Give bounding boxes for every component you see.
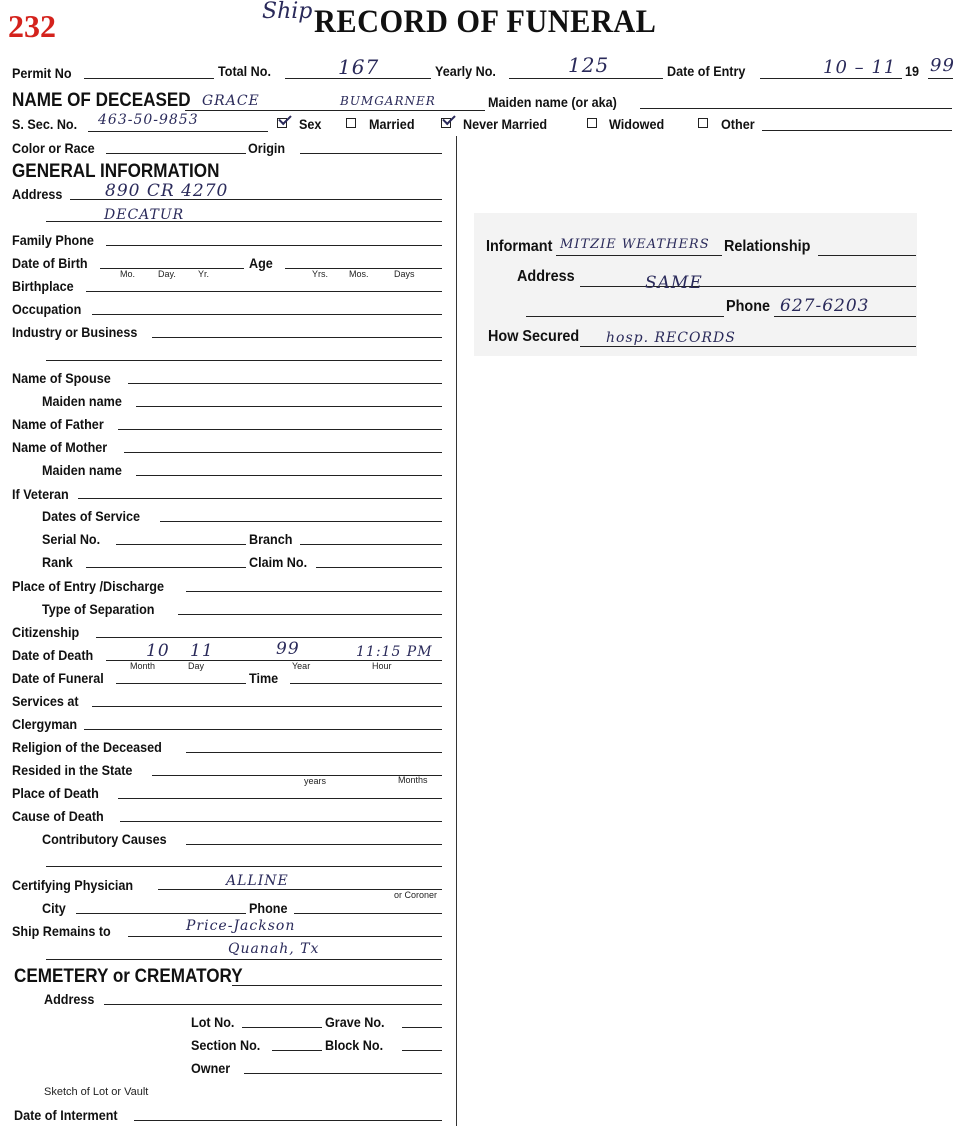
industry-line-2[interactable] xyxy=(46,360,442,361)
dob-sub-day: Day. xyxy=(158,269,176,279)
informant-phone-line[interactable] xyxy=(774,316,916,317)
cause-label: Cause of Death xyxy=(12,808,104,824)
entry-label: Date of Entry xyxy=(667,63,746,79)
origin-label: Origin xyxy=(248,140,286,156)
dob-label: Date of Birth xyxy=(12,255,88,271)
dod-year: 99 xyxy=(276,639,300,659)
spouse-maiden-label: Maiden name xyxy=(42,393,122,409)
family-phone-label: Family Phone xyxy=(12,232,94,248)
widowed-label: Widowed xyxy=(609,116,665,132)
resided-label: Resided in the State xyxy=(12,762,133,778)
religion-line[interactable] xyxy=(186,752,442,753)
deceased-last-name: BUMGARNER xyxy=(340,94,436,108)
contrib-label: Contributory Causes xyxy=(42,831,167,847)
deceased-name-line[interactable] xyxy=(185,110,485,111)
services-line[interactable] xyxy=(92,706,442,707)
spouse-line[interactable] xyxy=(128,383,442,384)
cemetery-heading: CEMETERY or CREMATORY xyxy=(14,966,243,987)
informant-phone-label: Phone xyxy=(726,298,771,315)
time-label: Time xyxy=(249,670,279,686)
veteran-line[interactable] xyxy=(78,498,442,499)
ship-remains-value-2: Quanah, Tx xyxy=(228,941,320,957)
dod-sub-year: Year xyxy=(292,661,311,671)
spouse-label: Name of Spouse xyxy=(12,370,111,386)
maiden-aka-line[interactable] xyxy=(640,108,952,109)
physician-label: Certifying Physician xyxy=(12,877,134,893)
deceased-first-name: GRACE xyxy=(202,93,260,109)
yearly-line[interactable] xyxy=(509,78,663,79)
entry-line[interactable] xyxy=(760,78,902,79)
widowed-checkbox[interactable] xyxy=(587,118,597,128)
sex-checkbox[interactable] xyxy=(277,118,287,128)
services-label: Services at xyxy=(12,693,79,709)
branch-label: Branch xyxy=(249,531,293,547)
interment-label: Date of Interment xyxy=(14,1107,118,1123)
rank-line[interactable] xyxy=(86,567,246,568)
birthplace-label: Birthplace xyxy=(12,278,74,294)
block-line[interactable] xyxy=(402,1050,442,1051)
separation-label: Type of Separation xyxy=(42,601,155,617)
informant-address-line-2[interactable] xyxy=(526,316,724,317)
informant-address-label: Address xyxy=(517,268,575,285)
permit-label: Permit No xyxy=(12,65,72,81)
general-info-heading: GENERAL INFORMATION xyxy=(12,161,220,182)
color-race-line[interactable] xyxy=(106,153,246,154)
veteran-label: If Veteran xyxy=(12,486,69,502)
city-line[interactable] xyxy=(76,913,246,914)
relationship-label: Relationship xyxy=(724,238,811,255)
yearly-value: 125 xyxy=(568,53,610,77)
informant-value: MITZIE WEATHERS xyxy=(560,237,710,252)
entry-year-line[interactable] xyxy=(928,78,953,79)
form-title: RECORD OF FUNERAL xyxy=(314,4,657,40)
ship-remains-value-1: Price-Jackson xyxy=(186,918,296,934)
informant-address-value: SAME xyxy=(645,273,703,293)
family-phone-line[interactable] xyxy=(106,245,442,246)
sketch-label: Sketch of Lot or Vault xyxy=(44,1086,149,1098)
yearly-label: Yearly No. xyxy=(435,63,496,79)
serial-label: Serial No. xyxy=(42,531,101,547)
informant-address-line[interactable] xyxy=(580,286,916,287)
resided-sub-years: years xyxy=(304,776,327,786)
mother-maiden-label: Maiden name xyxy=(42,462,122,478)
deceased-name-label: NAME OF DECEASED xyxy=(12,90,191,111)
dod-sub-month: Month xyxy=(130,661,156,671)
column-divider xyxy=(456,136,457,1126)
clergyman-label: Clergyman xyxy=(12,716,78,732)
contrib-line-2[interactable] xyxy=(46,866,442,867)
claim-line[interactable] xyxy=(316,567,442,568)
address-label: Address xyxy=(12,186,63,202)
age-sub-days: Days xyxy=(394,269,415,279)
cemetery-address-line[interactable] xyxy=(104,1004,442,1005)
cemetery-line[interactable] xyxy=(232,985,442,986)
ship-remains-label: Ship Remains to xyxy=(12,923,111,939)
interment-line[interactable] xyxy=(134,1120,442,1121)
lot-label: Lot No. xyxy=(191,1014,235,1030)
never-married-checkbox[interactable] xyxy=(441,118,451,128)
mother-line[interactable] xyxy=(124,452,442,453)
father-line[interactable] xyxy=(118,429,442,430)
physician-value: ALLINE xyxy=(226,873,289,889)
other-checkbox[interactable] xyxy=(698,118,708,128)
lot-line[interactable] xyxy=(242,1027,322,1028)
other-label: Other xyxy=(721,116,755,132)
ship-remains-line[interactable] xyxy=(128,936,442,937)
age-sub-yrs: Yrs. xyxy=(312,269,329,279)
maiden-aka-label: Maiden name (or aka) xyxy=(488,94,617,110)
section-line[interactable] xyxy=(272,1050,322,1051)
dob-sub-mo: Mo. xyxy=(120,269,136,279)
permit-line[interactable] xyxy=(84,78,214,79)
dates-service-label: Dates of Service xyxy=(42,508,141,524)
spouse-maiden-line[interactable] xyxy=(136,406,442,407)
funeral-date-line[interactable] xyxy=(116,683,246,684)
time-line[interactable] xyxy=(290,683,442,684)
age-sub-mos: Mos. xyxy=(349,269,369,279)
entry-year: 99 xyxy=(930,55,955,76)
father-label: Name of Father xyxy=(12,416,104,432)
total-value: 167 xyxy=(338,55,380,79)
cemetery-address-label: Address xyxy=(44,991,95,1007)
informant-phone-value: 627-6203 xyxy=(780,296,870,316)
religion-label: Religion of the Deceased xyxy=(12,739,162,755)
dod-day: 11 xyxy=(190,641,214,661)
citizenship-label: Citizenship xyxy=(12,624,80,640)
mother-maiden-line[interactable] xyxy=(136,475,442,476)
place-death-line[interactable] xyxy=(118,798,442,799)
entry-discharge-line[interactable] xyxy=(186,591,442,592)
color-race-label: Color or Race xyxy=(12,140,95,156)
separation-line[interactable] xyxy=(178,614,442,615)
place-death-label: Place of Death xyxy=(12,785,99,801)
age-label: Age xyxy=(249,255,273,271)
city-label: City xyxy=(42,900,66,916)
married-checkbox[interactable] xyxy=(346,118,356,128)
contrib-line[interactable] xyxy=(186,844,442,845)
rank-label: Rank xyxy=(42,554,73,570)
other-line[interactable] xyxy=(762,130,952,131)
dates-service-line[interactable] xyxy=(160,521,442,522)
owner-label: Owner xyxy=(191,1060,231,1076)
how-secured-value: hosp. RECORDS xyxy=(606,330,736,346)
dod-sub-hour: Hour xyxy=(372,661,392,671)
block-label: Block No. xyxy=(325,1037,384,1053)
relationship-line[interactable] xyxy=(818,255,916,256)
handwritten-ship-note: Ship xyxy=(262,0,313,24)
occupation-label: Occupation xyxy=(12,301,82,317)
informant-label: Informant xyxy=(486,238,553,255)
funeral-date-label: Date of Funeral xyxy=(12,670,104,686)
ssn-label: S. Sec. No. xyxy=(12,116,78,132)
dod-label: Date of Death xyxy=(12,647,94,663)
grave-label: Grave No. xyxy=(325,1014,385,1030)
sex-label: Sex xyxy=(299,116,322,132)
married-label: Married xyxy=(369,116,415,132)
mother-label: Name of Mother xyxy=(12,439,108,455)
clergyman-line[interactable] xyxy=(84,729,442,730)
occupation-line[interactable] xyxy=(92,314,442,315)
coroner-label: or Coroner xyxy=(394,890,438,900)
citizenship-line[interactable] xyxy=(96,637,442,638)
claim-label: Claim No. xyxy=(249,554,308,570)
phone-label: Phone xyxy=(249,900,288,916)
how-secured-label: How Secured xyxy=(488,328,580,345)
ship-remains-line-2[interactable] xyxy=(46,959,442,960)
total-label: Total No. xyxy=(218,63,271,79)
dod-month: 10 xyxy=(146,641,170,661)
owner-line[interactable] xyxy=(244,1073,442,1074)
entry-century: 19 xyxy=(905,63,920,79)
dob-sub-yr: Yr. xyxy=(198,269,210,279)
grave-line[interactable] xyxy=(402,1027,442,1028)
never-married-label: Never Married xyxy=(463,116,548,132)
resided-sub-months: Months xyxy=(398,775,428,785)
industry-line[interactable] xyxy=(152,337,442,338)
branch-line[interactable] xyxy=(300,544,442,545)
address-value-1: 890 CR 4270 xyxy=(105,181,229,201)
industry-label: Industry or Business xyxy=(12,324,138,340)
dod-sub-day: Day xyxy=(188,661,205,671)
dod-hour: 11:15 PM xyxy=(356,644,433,660)
serial-line[interactable] xyxy=(116,544,246,545)
section-label: Section No. xyxy=(191,1037,261,1053)
page-number: 232 xyxy=(8,8,56,44)
entry-value: 10 – 11 xyxy=(823,57,897,78)
cause-line[interactable] xyxy=(120,821,442,822)
birthplace-line[interactable] xyxy=(86,291,442,292)
ssn-value: 463-50-9853 xyxy=(98,112,199,128)
address-value-2: DECATUR xyxy=(104,207,185,223)
origin-line[interactable] xyxy=(300,153,442,154)
ssn-line[interactable] xyxy=(88,131,268,132)
phone-line[interactable] xyxy=(294,913,442,914)
entry-discharge-label: Place of Entry /Discharge xyxy=(12,578,164,594)
informant-line[interactable] xyxy=(556,255,722,256)
